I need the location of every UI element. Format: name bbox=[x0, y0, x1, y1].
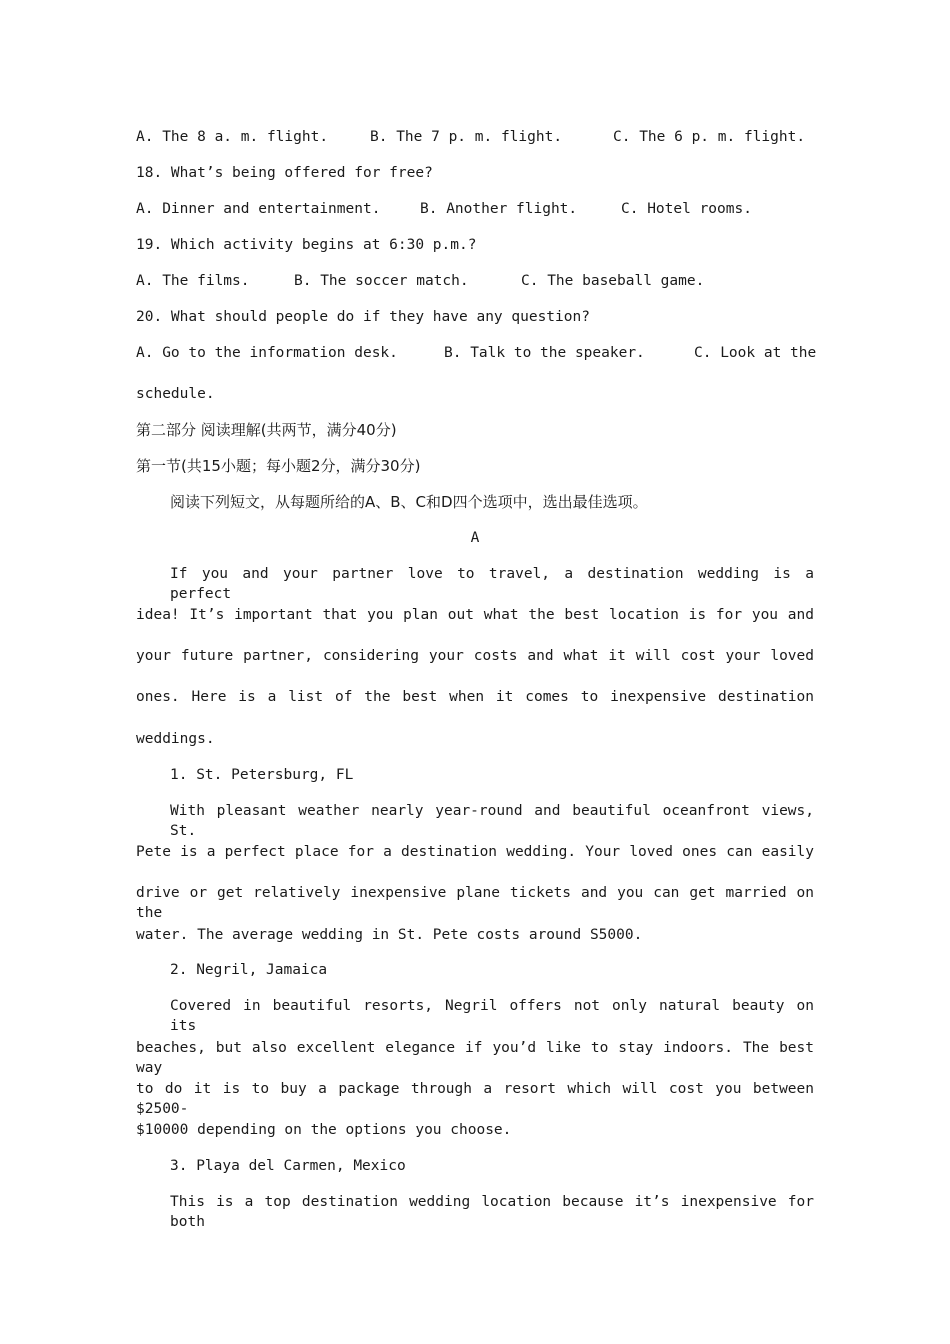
instructions: 阅读下列短文，从每题所给的A、B、C和D四个选项中，选出最佳选项。 bbox=[170, 493, 648, 511]
item3-line-1: This is a top destination wedding location because it’s inexpensive for both bbox=[170, 1194, 814, 1230]
item2-line-1: Covered in beautiful resorts, Negril offers not only natural beauty on its bbox=[170, 998, 814, 1034]
q20-option-c-continued: schedule. bbox=[136, 386, 215, 402]
q19-option-c: C. The baseball game. bbox=[521, 273, 705, 289]
item2-line-2: beaches, but also excellent elegance if you’d like to stay indoors. The best way bbox=[136, 1040, 814, 1076]
passage-label: A bbox=[470, 530, 480, 546]
item2-line-4: $10000 depending on the options you choose. bbox=[136, 1122, 512, 1138]
q17-option-b: B. The 7 p. m. flight. bbox=[370, 129, 563, 145]
intro-line-5: weddings. bbox=[136, 731, 215, 747]
q18-question: 18. What’s being offered for free? bbox=[136, 165, 433, 181]
item1-line-4: water. The average wedding in St. Pete costs around S5000. bbox=[136, 927, 643, 943]
item1-title: 1. St. Petersburg, FL bbox=[170, 767, 354, 783]
intro-line-4: ones. Here is a list of the best when it comes to inexpensive destination bbox=[136, 689, 814, 705]
section1-heading: 第一节(共15小题；每小题2分，满分30分) bbox=[136, 457, 421, 475]
q20-option-b: B. Talk to the speaker. bbox=[444, 345, 645, 361]
intro-line-3: your future partner, considering your costs and what it will cost your loved bbox=[136, 648, 814, 664]
q18-option-b: B. Another flight. bbox=[420, 201, 578, 217]
item1-line-2: Pete is a perfect place for a destination wedding. Your loved ones can easily bbox=[136, 844, 814, 860]
q20-option-c: C. Look at the bbox=[694, 345, 817, 361]
q19-question: 19. Which activity begins at 6:30 p.m.? bbox=[136, 237, 477, 253]
item1-line-3: drive or get relatively inexpensive plane tickets and you can get married on the bbox=[136, 885, 814, 921]
q19-option-b: B. The soccer match. bbox=[294, 273, 469, 289]
q17-option-a: A. The 8 a. m. flight. bbox=[136, 129, 329, 145]
q20-question: 20. What should people do if they have any question? bbox=[136, 309, 590, 325]
intro-line-2: idea! It’s important that you plan out what the best location is for you and bbox=[136, 607, 814, 623]
q18-option-a: A. Dinner and entertainment. bbox=[136, 201, 381, 217]
intro-line-1: If you and your partner love to travel, a destination wedding is a perfect bbox=[170, 566, 814, 602]
part2-heading: 第二部分 阅读理解(共两节，满分40分) bbox=[136, 421, 397, 439]
q20-option-a: A. Go to the information desk. bbox=[136, 345, 398, 361]
q17-option-c: C. The 6 p. m. flight. bbox=[613, 129, 806, 145]
item3-title: 3. Playa del Carmen, Mexico bbox=[170, 1158, 406, 1174]
q18-option-c: C. Hotel rooms. bbox=[621, 201, 752, 217]
q19-option-a: A. The films. bbox=[136, 273, 250, 289]
item2-title: 2. Negril, Jamaica bbox=[170, 962, 328, 978]
item1-line-1: With pleasant weather nearly year-round and beautiful oceanfront views, St. bbox=[170, 803, 814, 839]
item2-line-3: to do it is to buy a package through a resort which will cost you between $2500- bbox=[136, 1081, 814, 1117]
